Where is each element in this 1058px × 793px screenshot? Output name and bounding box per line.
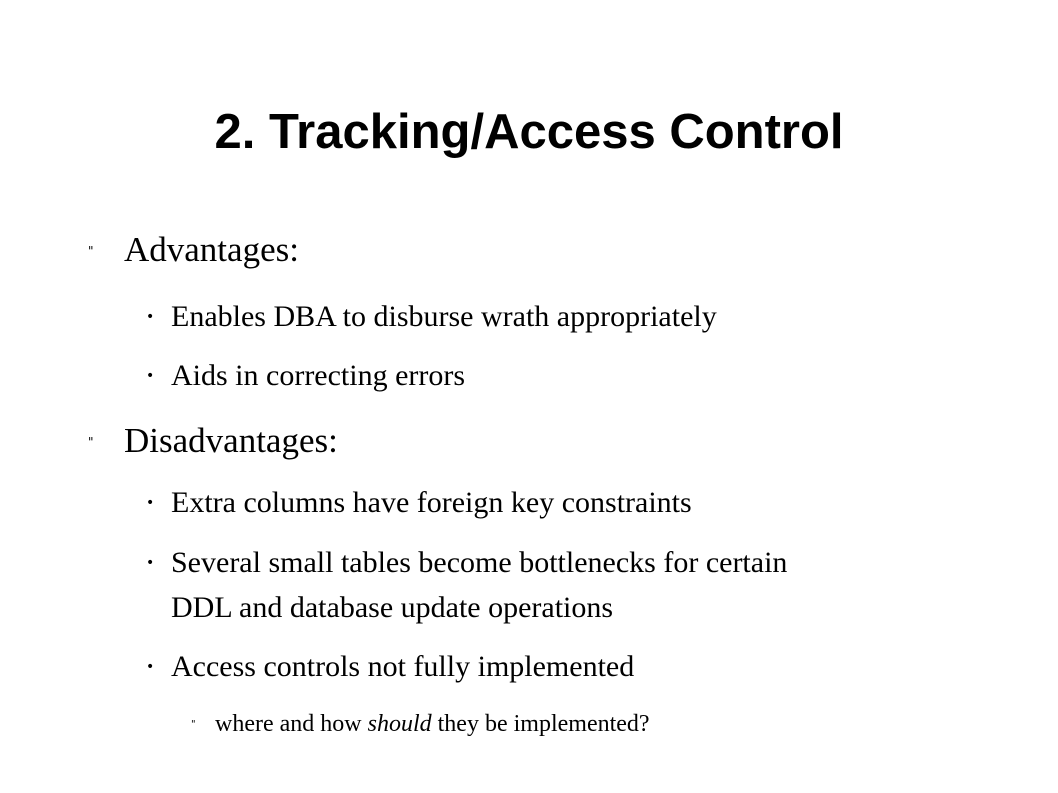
bullet-marker: • [146, 368, 155, 384]
bullet-marker: • [146, 555, 155, 571]
disadvantage-item: Access controls not fully implemented [171, 650, 635, 683]
sub-item-text: they be implemented? [431, 711, 650, 737]
sub-item-text: where and how [215, 711, 368, 737]
sub-item-emphasis: should [367, 711, 432, 737]
bullet-marker: • [146, 495, 155, 511]
disadvantage-item: Extra columns have foreign key constraints [171, 486, 692, 519]
disadvantage-item: Several small tables become bottlenecks for certain [171, 546, 788, 579]
advantages-heading: Advantages: [124, 230, 299, 269]
advantage-item: Aids in correcting errors [171, 359, 466, 392]
slide-title: 2. Tracking/Access Control [214, 105, 844, 159]
bullet-marker: " [88, 435, 94, 449]
advantage-item: Enables DBA to disburse wrath appropriately [171, 300, 717, 333]
bullet-marker: • [146, 659, 155, 675]
bullet-marker: " [191, 719, 196, 730]
disadvantages-heading: Disadvantages: [124, 421, 338, 460]
sub-item [215, 709, 650, 739]
bullet-marker: " [88, 244, 94, 258]
disadvantage-item-continuation: DDL and database update operations [171, 591, 614, 624]
bullet-marker: • [146, 309, 155, 325]
